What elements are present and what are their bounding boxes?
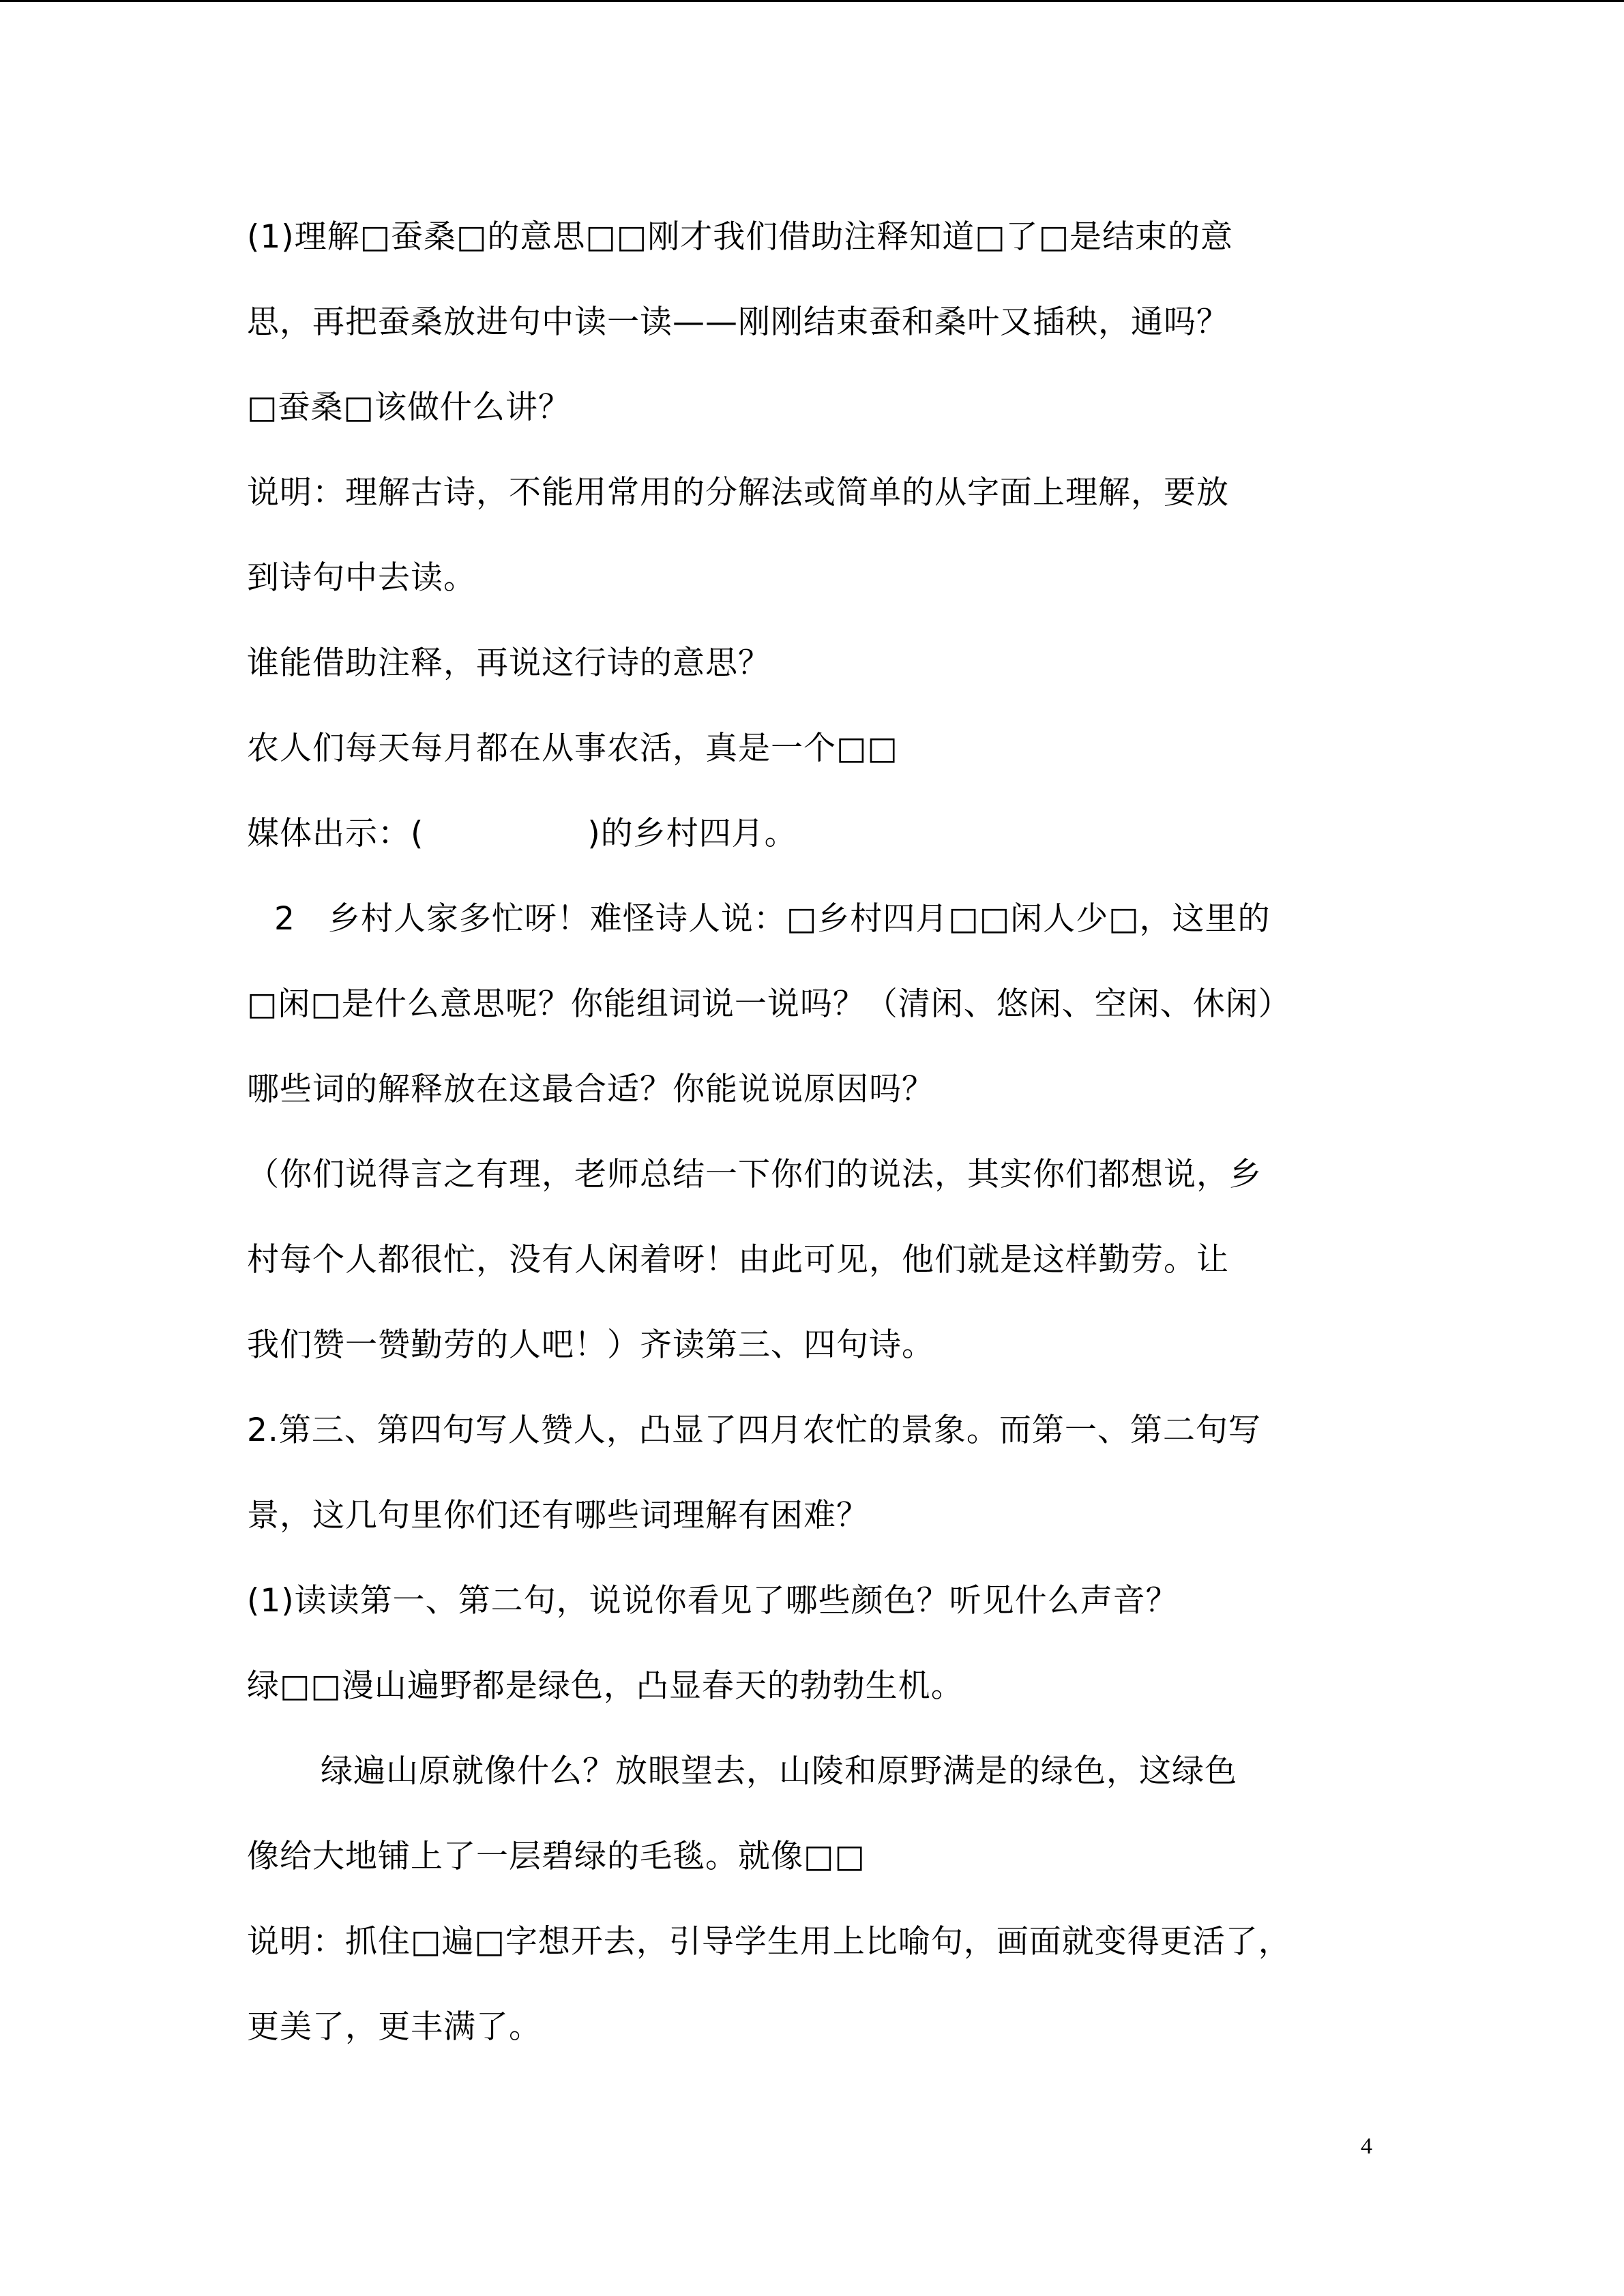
text-line-section-2-2: 2.第三、第四句写人赞人，凸显了四月农忙的景象。而第一、第二句写 bbox=[247, 1412, 1261, 1449]
text-line-carpet: 像给大地铺上了一层碧绿的毛毯。就像□□ bbox=[247, 1838, 866, 1875]
text-line-1: (1)理解□蚕桑□的意思□□刚才我们借助注释知道□了□是结束的意 bbox=[247, 218, 1234, 256]
note-line-4: 更美了，更丰满了。 bbox=[247, 2008, 542, 2046]
note-line-2: 到诗句中去读。 bbox=[247, 559, 476, 597]
text-line-green: 绿□□漫山遍野都是绿色，凸显春天的勃勃生机。 bbox=[247, 1667, 964, 1705]
text-line-3: □蚕桑□该做什么讲？ bbox=[247, 389, 571, 426]
teacher-summary-line-2: 村每个人都很忙，没有人闲着呀！由此可见，他们就是这样勤劳。让 bbox=[247, 1241, 1229, 1279]
note-line-3: 说明：抓住□遍□字想开去，引导学生用上比喻句，画面就变得更活了， bbox=[247, 1923, 1291, 1960]
question-line: 谁能借助注释，再说这行诗的意思？ bbox=[247, 644, 771, 682]
note-line-1: 说明：理解古诗，不能用常用的分解法或简单的从字面上理解，要放 bbox=[247, 474, 1229, 511]
text-line-2: 思，再把蚕桑放进句中读一读——刚刚结束蚕和桑叶又插秧，通吗？ bbox=[247, 303, 1229, 341]
teacher-summary-line-3: 我们赞一赞勤劳的人吧！）齐读第三、四句诗。 bbox=[247, 1326, 934, 1364]
text-line-leisure: □闲□是什么意思呢？你能组词说一说吗？（清闲、悠闲、空闲、休闲） bbox=[247, 985, 1291, 1023]
media-display-line bbox=[247, 814, 797, 854]
text-line-section-2: 2 乡村人家多忙呀！难怪诗人说：□乡村四月□□闲人少□，这里的 bbox=[274, 900, 1271, 938]
media-display-suffix: )的乡村四月。 bbox=[587, 815, 797, 852]
text-line-farmers: 农人们每天每月都在从事农活，真是一个□□ bbox=[247, 730, 898, 767]
teacher-summary-line-1: （你们说得言之有理，老师总结一下你们的说法，其实你们都想说，乡 bbox=[247, 1156, 1262, 1193]
text-line-scenery: 景，这几句里你们还有哪些词理解有困难？ bbox=[247, 1497, 869, 1534]
page-top-border bbox=[0, 0, 1624, 2]
page-number: 4 bbox=[1361, 2134, 1372, 2159]
text-line-explain: 哪些词的解释放在这最合适？你能说说原因吗？ bbox=[247, 1071, 934, 1108]
media-display-prefix: 媒体出示：( bbox=[247, 815, 424, 852]
text-line-colors: (1)读读第一、第二句，说说你看见了哪些颜色？听见什么声音？ bbox=[247, 1582, 1179, 1620]
text-line-green-hills: 绿遍山原就像什么？放眼望去，山陵和原野满是的绿色，这绿色 bbox=[321, 1753, 1237, 1790]
